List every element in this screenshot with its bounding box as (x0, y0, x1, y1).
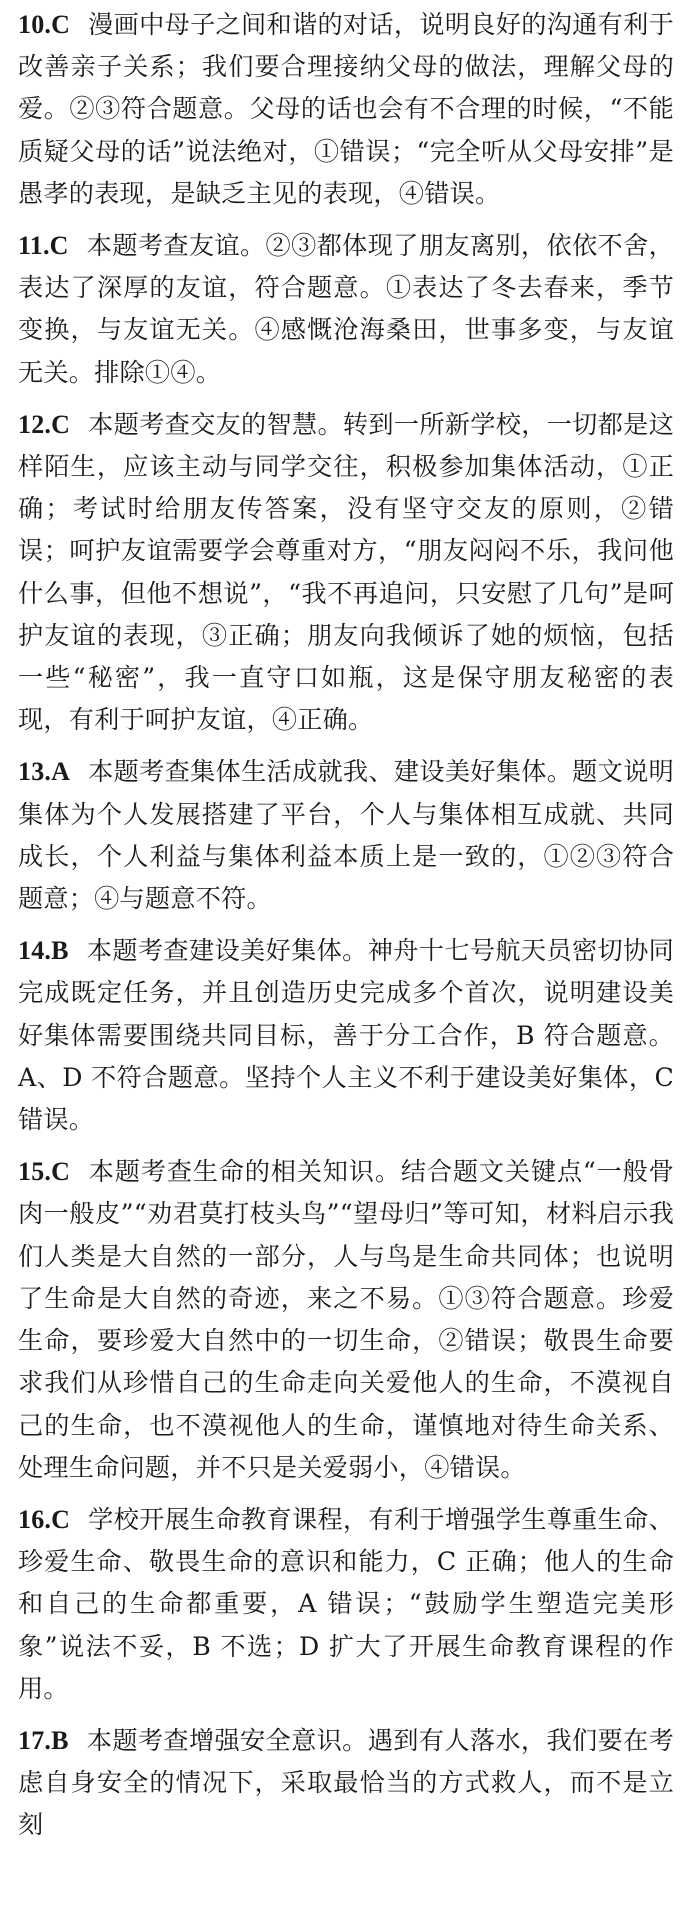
question-number: 15. (18, 1157, 52, 1187)
answer-choice: C (51, 1157, 71, 1187)
explanation-text: 漫画中母子之间和谐的对话，说明良好的沟通有利于改善亲子关系；我们要合理接纳父母的做法，理解父母的爱。②③符合题意。父母的话也会有不合理的时候，“不能质疑父母的话”说法绝对，①错误；“完全听从父母安排”是愚孝的表现，是缺乏主见的表现，④错误。 (18, 10, 674, 208)
answer-choice: B (51, 1725, 69, 1755)
explanation-text: 本题考查交友的智慧。转到一所新学校，一切都是这样陌生，应该主动与同学交往，积极参加集体活动，①正确；考试时给朋友传答案，没有坚守交友的原则，②错误；呵护友谊需要学会尊重对方，“朋友闷闷不乐，我问他什么事，但他不想说”，“我不再追问，只安慰了几句”是呵护友谊的表现，③正确；朋友向我倾诉了她的烦恼，包括一些“秘密”，我一直守口如瓶，这是保守朋友秘密的表现，有利于呵护友谊，④正确。 (18, 409, 674, 735)
answer-choice: C (51, 1504, 71, 1534)
answer-item-11 (18, 225, 674, 394)
question-number: 10. (18, 10, 52, 39)
answer-item-16 (18, 1499, 674, 1710)
answer-item-14 (18, 930, 674, 1141)
explanation-text: 本题考查增强安全意识。遇到有人落水，我们要在考虑自身安全的情况下，采取最恰当的方式救人，而不是立刻 (18, 1725, 674, 1840)
answer-item-13 (18, 751, 674, 920)
answer-item-15 (18, 1151, 674, 1489)
answer-choice: C (49, 231, 69, 261)
question-number: 12. (18, 409, 52, 439)
answer-choice: B (51, 936, 69, 966)
question-number: 17. (18, 1725, 52, 1755)
question-number: 14. (18, 936, 52, 966)
answer-item-12 (18, 404, 674, 742)
answer-choice: C (51, 409, 71, 439)
answer-item-17 (18, 1720, 674, 1847)
question-number: 16. (18, 1504, 52, 1534)
explanation-text: 本题考查集体生活成就我、建设美好集体。题文说明集体为个人发展搭建了平台，个人与集体相互成就、共同成长，个人利益与集体利益本质上是一致的，①②③符合题意；④与题意不符。 (18, 757, 674, 914)
question-number: 13. (18, 757, 52, 787)
explanation-text: 本题考查友谊。②③都体现了朋友离别，依依不舍，表达了深厚的友谊，符合题意。①表达了冬去春来，季节变换，与友谊无关。④感慨沧海桑田，世事多变，与友谊无关。排除①④。 (18, 231, 674, 387)
answer-choice: C (51, 10, 71, 39)
question-number: 11. (18, 231, 50, 261)
answer-item-10 (18, 4, 674, 215)
explanation-text: 学校开展生命教育课程，有利于增强学生尊重生命、珍爱生命、敬畏生命的意识和能力，C 正确；他人的生命和自己的生命都重要，A 错误；“鼓励学生塑造完美形象”说法不妥，B 不选；D 扩大了开展生命教育课程的作用。 (18, 1504, 674, 1703)
answer-choice: A (51, 757, 71, 787)
explanation-text: 本题考查生命的相关知识。结合题文关键点“一般骨肉一般皮”“劝君莫打枝头鸟”“望母归”等可知，材料启示我们人类是大自然的一部分，人与鸟是生命共同体；也说明了生命是大自然的奇迹，来之不易。①③符合题意。珍爱生命，要珍爱大自然中的一切生命，②错误；敬畏生命要求我们从珍惜自己的生命走向关爱他人的生命，不漠视自己的生命，也不漠视他人的生命，谨慎地对待生命关系、处理生命问题，并不只是关爱弱小，④错误。 (18, 1157, 674, 1482)
explanation-text: 本题考查建设美好集体。神舟十七号航天员密切协同完成既定任务，并且创造历史完成多个首次，说明建设美好集体需要围绕共同目标，善于分工合作，B 符合题意。A、D 不符合题意。坚持个人主义不利于建设美好集体，C 错误。 (18, 936, 674, 1135)
